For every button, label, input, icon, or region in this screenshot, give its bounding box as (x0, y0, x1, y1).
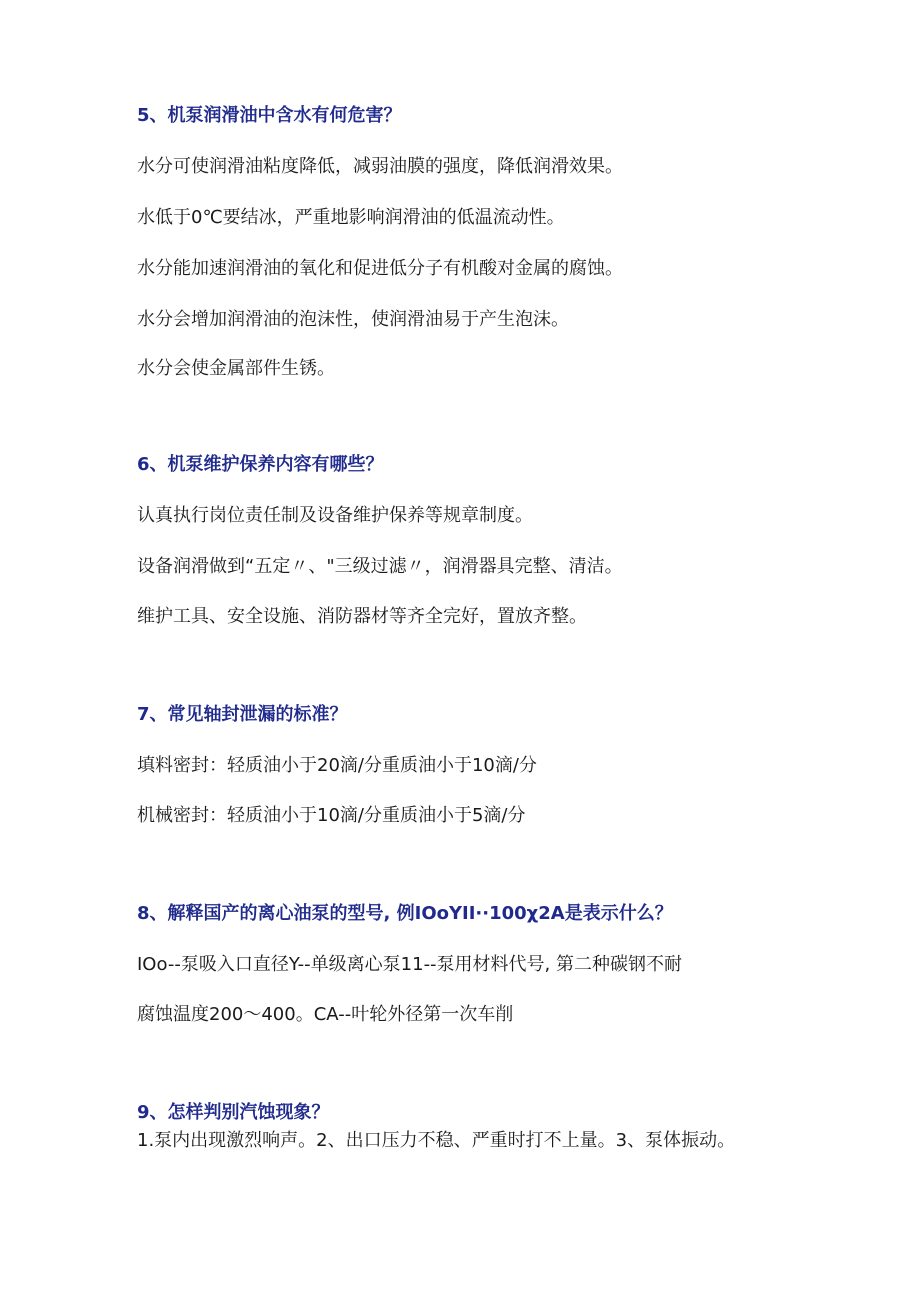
section-5-line-1: 水分可使润滑油粘度降低，减弱油膜的强度，降低润滑效果。 (137, 156, 623, 177)
section-8-line-1: IOo--泵吸入口直径Y--单级离心泵11--泵用材料代号, 第二种碳钢不耐 (137, 954, 682, 975)
section-5-line-3: 水分能加速润滑油的氧化和促进低分子有机酸对金属的腐蚀。 (137, 258, 623, 279)
section-8-line-2: 腐蚀温度200～400。CA--叶轮外径第一次车削 (137, 1004, 514, 1025)
section-9-line-1: 1.泵内出现激烈响声。2、出口压力不稳、严重时打不上量。3、泵体振动。 (137, 1130, 736, 1151)
section-7-line-2: 机械密封：轻质油小于10滴/分重质油小于5滴/分 (137, 805, 526, 826)
section-5-heading: 5、机泵润滑油中含水有何危害？ (137, 105, 402, 126)
section-8-heading: 8、解释国产的离心油泵的型号, 例IOoYII··100χ2A是表示什么？ (137, 903, 673, 924)
section-6-line-3: 维护工具、安全设施、消防器材等齐全完好，置放齐整。 (137, 606, 587, 627)
section-5-line-2: 水低于0℃要结冰，严重地影响润滑油的低温流动性。 (137, 207, 565, 228)
section-6-line-1: 认真执行岗位责任制及设备维护保养等规章制度。 (137, 505, 533, 526)
section-6-heading: 6、机泵维护保养内容有哪些？ (137, 454, 384, 475)
section-5-line-4: 水分会增加润滑油的泡沫性，使润滑油易于产生泡沫。 (137, 309, 569, 330)
section-6-line-2: 设备润滑做到“五定〃、"三级过滤〃，润滑器具完整、清洁。 (137, 556, 623, 577)
section-9-heading: 9、怎样判别汽蚀现象？ (137, 1102, 330, 1123)
section-7-line-1: 填料密封：轻质油小于20滴/分重质油小于10滴/分 (137, 755, 537, 776)
section-5-line-5: 水分会使金属部件生锈。 (137, 358, 335, 379)
section-7-heading: 7、常见轴封泄漏的标准？ (137, 704, 348, 725)
